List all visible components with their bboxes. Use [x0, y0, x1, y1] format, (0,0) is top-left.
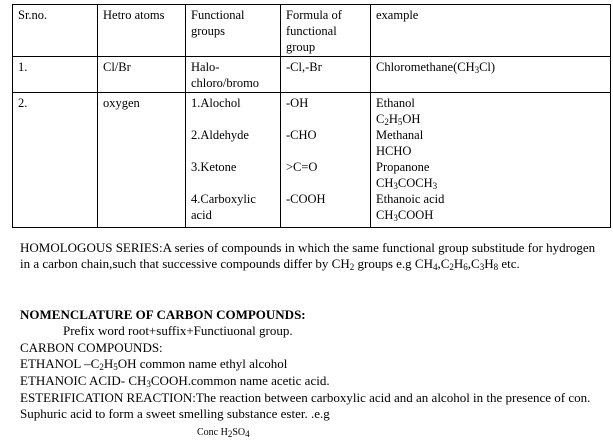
cell-srno: 1.	[13, 57, 98, 93]
header-hetro-atoms: Hetro atoms	[98, 5, 186, 57]
table-header-row	[13, 5, 611, 57]
line-text: H	[103, 356, 114, 371]
formula-carboxylic: -COOH	[286, 192, 326, 206]
catalyst-label	[197, 426, 397, 440]
line-text: OH common name ethyl alcohol	[117, 356, 288, 371]
subscript: 5	[113, 362, 118, 372]
header-functional-groups: Functional groups	[186, 5, 281, 57]
carbon-compounds-heading: CARBON COMPOUNDS:	[20, 340, 163, 355]
formula-part: OH	[402, 112, 421, 126]
para-text: HOMOLOGOUS SERIES:A series of compounds in which the same functional group substitude for hydrogen in a carbon chain,such that successive compounds differ by CH	[20, 240, 596, 271]
line-text: SO	[232, 427, 246, 438]
example-ethanol: Ethanol	[376, 96, 415, 110]
cell-atom: oxygen	[98, 93, 186, 228]
example-ethanoic-acid: Ethanoic acid	[376, 192, 445, 206]
para-text: ,C	[467, 256, 480, 271]
formula-part: H	[388, 112, 398, 126]
group-ketone: 3.Ketone	[191, 160, 237, 174]
cell-srno: 2.	[13, 93, 98, 228]
subscript: 2	[349, 262, 355, 272]
para-text: ,C	[437, 256, 450, 271]
formula-part: C	[376, 112, 385, 126]
subscript: 2	[227, 429, 233, 439]
group-carboxylic-cont: acid	[191, 208, 212, 222]
line-text: ETHANOL –C	[20, 356, 100, 371]
formula-part: COOH	[397, 208, 434, 222]
subscript: 3	[393, 181, 398, 191]
cell-examples	[371, 93, 611, 228]
formula-alcohol: -OH	[286, 96, 309, 110]
ethanoic-acid-line	[20, 373, 608, 389]
group-aldehyde: 2.Aldehyde	[191, 128, 249, 142]
subscript: 2	[449, 262, 454, 272]
line-text: COOH.common name acetic acid.	[150, 373, 330, 388]
subscript: 5	[397, 117, 403, 127]
header-formula: Formula of functional group	[281, 5, 371, 57]
line-text: Conc H	[197, 427, 228, 438]
homologous-series-paragraph	[20, 240, 608, 272]
subscript: 4	[432, 262, 438, 272]
subscript: 3	[479, 262, 485, 272]
formula-ethanoic-acid	[376, 207, 607, 223]
para-text: etc.	[498, 256, 520, 271]
para-text: groups e.g CH	[354, 256, 433, 271]
cell-formula: -Cl,-Br	[281, 57, 371, 93]
subscript: 6	[463, 262, 468, 272]
subscript: 8	[493, 262, 499, 272]
group-alcohol: 1.Alochol	[191, 96, 241, 110]
cell-example	[371, 57, 611, 93]
subscript: 2	[99, 362, 104, 372]
example-methanal: Methanal	[376, 128, 424, 142]
nomenclature-heading: NOMENCLATURE OF CARBON COMPOUNDS:	[20, 307, 306, 322]
para-text: H	[484, 256, 494, 271]
subscript: 2	[384, 117, 389, 127]
formula-methanal: HCHO	[376, 144, 412, 158]
example-text: Cl)	[479, 60, 496, 74]
subscript: 3	[474, 65, 480, 75]
example-propanone: Propanone	[376, 160, 430, 174]
formula-propanone	[376, 175, 607, 191]
subscript: 4	[245, 429, 250, 439]
example-text: Chloromethane(CH	[376, 60, 475, 74]
formula-aldehyde: -CHO	[286, 128, 317, 142]
table-row	[13, 93, 611, 228]
formula-part: CH	[376, 208, 394, 222]
cell-group: Halo-chloro/bromo	[186, 57, 281, 93]
cell-formulas	[281, 93, 371, 228]
table-row	[13, 57, 611, 93]
nomenclature-rule: Prefix word root+suffix+Functiuonal group.	[63, 323, 293, 338]
subscript: 3	[146, 379, 151, 389]
cell-groups	[186, 93, 281, 228]
formula-part: CH	[376, 176, 394, 190]
formula-ethanol	[376, 111, 607, 127]
line-text: ETHANOIC ACID- CH	[20, 373, 147, 388]
formula-part: COCH	[397, 176, 433, 190]
group-carboxylic: 4.Carboxylic	[191, 192, 256, 206]
header-example: example	[371, 5, 611, 57]
subscript: 3	[393, 213, 398, 223]
ethanol-line	[20, 356, 608, 372]
functional-groups-table	[12, 4, 611, 228]
subscript: 3	[432, 181, 438, 191]
header-srno: Sr.no.	[13, 5, 98, 57]
formula-ketone: >C=O	[286, 160, 318, 174]
cell-atom: Cl/Br	[98, 57, 186, 93]
para-text: H	[453, 256, 464, 271]
esterification-paragraph: ESTERIFICATION REACTION:The reaction between carboxylic acid and an alcohol in the presence of con. Suphuric acid to form a sweet smelling substance ester. .e.g	[20, 390, 591, 421]
